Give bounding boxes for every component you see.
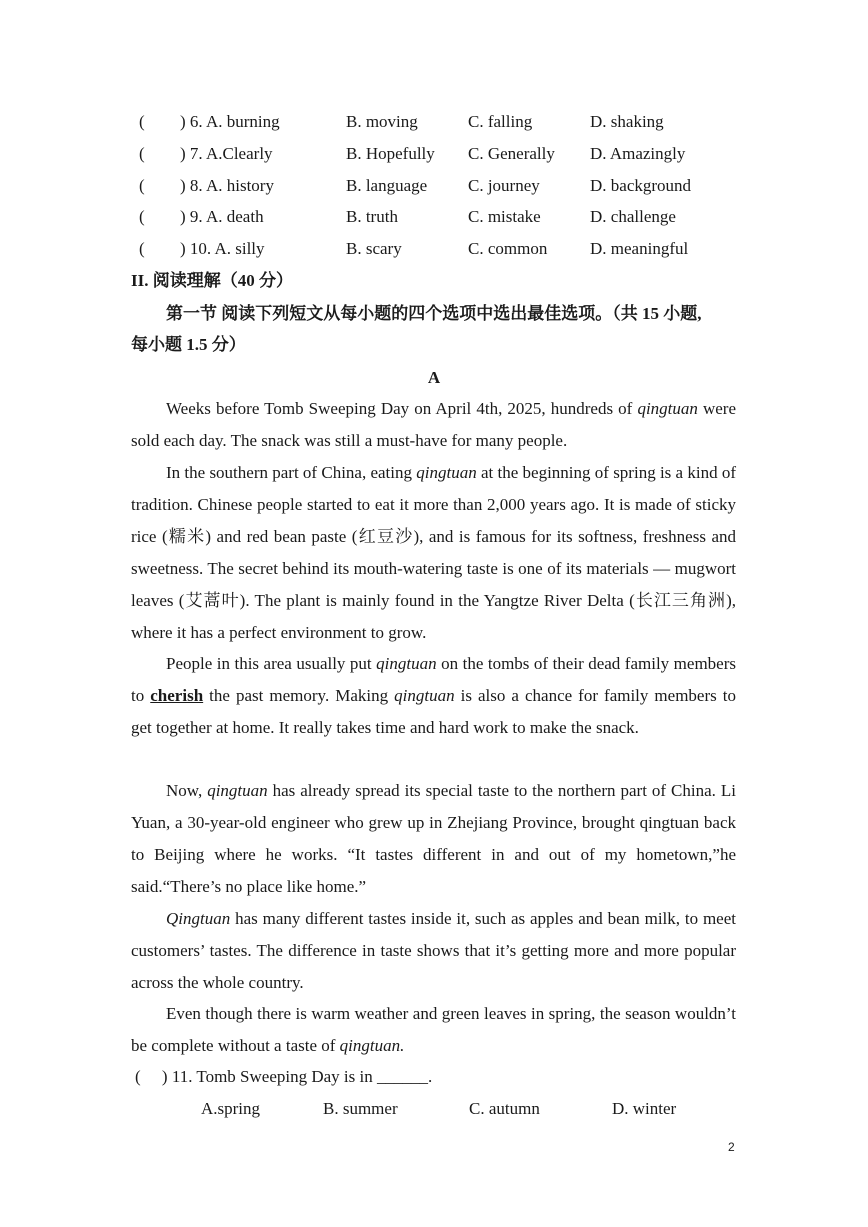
question-11-stem: ( ) 11. Tomb Sweeping Day is in ______.: [135, 1067, 433, 1086]
section-intro-line-2: 每小题 1.5 分）: [131, 335, 246, 354]
question-option-d: D. Amazingly: [590, 144, 686, 163]
question-option-c: C. common: [468, 239, 548, 258]
paragraph-1: Weeks before Tomb Sweeping Day on April 4th, 2025, hundreds of qingtuan were sold each day. The snack was still a must-have for many people.: [131, 399, 737, 450]
page-number: 2: [728, 1140, 735, 1154]
section-intro-line-1: 第一节 阅读下列短文从每小题的四个选项中选出最佳选项。（共 15 小题,: [166, 304, 702, 323]
question-option-c: C. mistake: [468, 207, 541, 226]
paragraph-4: Now, qingtuan has already spread its special taste to the northern part of China. Li Yuan, a 30-year-old engineer who grew up in Zhejiang Province, brought qingtuan back to Beijing where he works. “It tastes different in and out of my hometown,”he said.“There’s no place like home.”: [131, 781, 736, 896]
question-option-a: ) 7. A.Clearly: [180, 144, 273, 163]
answer-paren: (: [139, 207, 145, 226]
question-option-d: D. shaking: [590, 112, 664, 131]
question-option-c: C. falling: [468, 112, 533, 131]
question-option-b: B. truth: [346, 207, 398, 226]
question-option-c: C. Generally: [468, 144, 555, 163]
question-option-b: B. Hopefully: [346, 144, 435, 163]
question-option-a: ) 10. A. silly: [180, 239, 265, 258]
question-11-options: [0, 1097, 868, 1121]
paragraph-5: Qingtuan has many different tastes inside it, such as apples and bean milk, to meet customers’ tastes. The difference in taste shows that it’s getting more and more popular across the whole country.: [131, 909, 736, 992]
question-option-b: B. scary: [346, 239, 402, 258]
answer-paren: (: [139, 176, 145, 195]
question-11-option-d: D. winter: [612, 1099, 677, 1118]
paragraph-6: Even though there is warm weather and green leaves in spring, the season wouldn’t be complete without a taste of qingtuan.: [131, 1004, 736, 1055]
question-option-a: ) 8. A. history: [180, 176, 274, 195]
question-option-a: ) 6. A. burning: [180, 112, 280, 131]
paragraph-3: People in this area usually put qingtuan on the tombs of their dead family members to cherish the past memory. Making qingtuan is also a chance for family members to get together at home. It really takes time and hard work to make the snack.: [131, 654, 737, 737]
question-option-c: C. journey: [468, 176, 540, 195]
answer-paren: (: [139, 144, 145, 163]
question-11-option-c: C. autumn: [469, 1099, 540, 1118]
question-option-b: B. moving: [346, 112, 418, 131]
paragraph-2: In the southern part of China, eating qingtuan at the beginning of spring is a kind of tradition. Chinese people started to eat it more than 2,000 years ago. It is made of sticky rice (糯米) and red bean paste (红豆沙), and is famous for its softness, freshness and sweetness. The secret behind its mouth-watering taste is one of its materials — mugwort leaves (艾蒿叶). The plant is mainly found in the Yangtze River Delta (长江三角洲), where it has a perfect environment to grow.: [131, 463, 736, 642]
answer-paren: (: [139, 112, 145, 131]
question-option-d: D. meaningful: [590, 239, 689, 258]
underlined-word: cherish: [150, 685, 204, 705]
passage-title: A: [427, 368, 441, 387]
answer-paren: (: [139, 239, 145, 258]
question-11-option-a: A.spring: [201, 1099, 261, 1118]
question-option-d: D. background: [590, 176, 692, 195]
question-11-option-b: B. summer: [323, 1099, 398, 1118]
section-heading: II. 阅读理解（40 分）: [131, 271, 293, 290]
question-option-a: ) 9. A. death: [180, 207, 264, 226]
question-option-b: B. language: [346, 176, 428, 195]
question-option-d: D. challenge: [590, 207, 676, 226]
